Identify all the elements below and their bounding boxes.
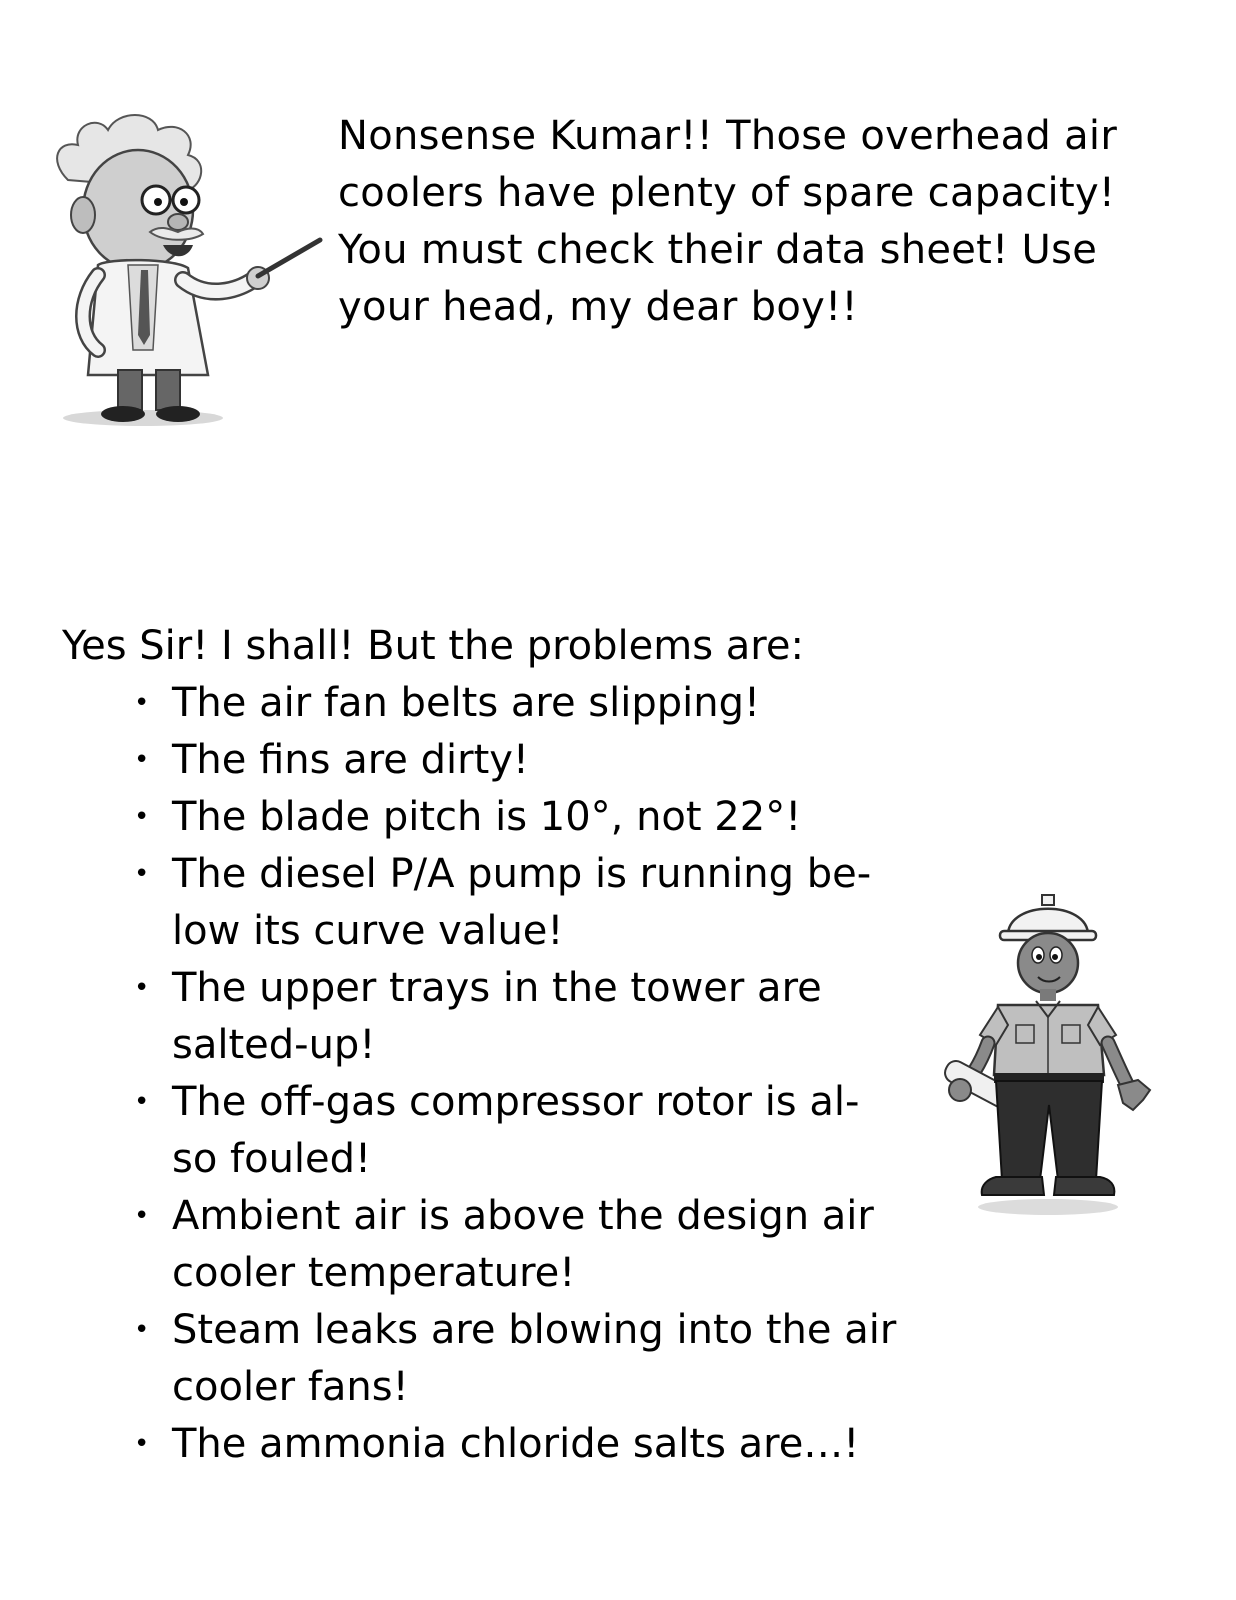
list-item <box>120 960 920 1074</box>
reply-intro: Yes Sir! I shall! But the problems are: <box>62 623 804 669</box>
bullet-icon: • <box>134 745 150 775</box>
problem-list <box>120 675 920 1473</box>
professor-illustration <box>38 100 328 430</box>
list-item <box>120 1302 920 1416</box>
list-item <box>120 789 920 846</box>
bullet-icon: • <box>134 1315 150 1345</box>
bullet-icon: • <box>134 859 150 889</box>
list-item-text: salted-up! <box>172 1022 376 1068</box>
list-item-text: The air fan belts are slipping! <box>172 680 761 726</box>
speech-line: You must check their data sheet! Use <box>338 227 1098 273</box>
list-item-text: The diesel P/A pump is running be- <box>172 851 872 897</box>
list-item-text: The blade pitch is 10°, not 22°! <box>172 794 802 840</box>
professor-speech <box>338 108 1138 336</box>
bullet-icon: • <box>134 1087 150 1117</box>
list-item <box>120 675 920 732</box>
bullet-icon: • <box>134 688 150 718</box>
speech-line: your head, my dear boy!! <box>338 284 858 330</box>
list-item-text: The upper trays in the tower are <box>172 965 822 1011</box>
list-item <box>120 846 920 960</box>
list-item <box>120 732 920 789</box>
bullet-icon: • <box>134 973 150 1003</box>
list-item <box>120 1416 920 1473</box>
list-item-text: low its curve value! <box>172 908 564 954</box>
list-item-text: cooler temperature! <box>172 1250 576 1296</box>
list-item-text: The fins are dirty! <box>172 737 529 783</box>
bullet-icon: • <box>134 1429 150 1459</box>
list-item <box>120 1074 920 1188</box>
list-item-text: so fouled! <box>172 1136 372 1182</box>
bullet-icon: • <box>134 802 150 832</box>
speech-line: Nonsense Kumar!! Those overhead air <box>338 113 1118 159</box>
bullet-icon: • <box>134 1201 150 1231</box>
list-item-text: The off-gas compressor rotor is al- <box>172 1079 860 1125</box>
speech-line: coolers have plenty of spare capacity! <box>338 170 1116 216</box>
list-item-text: Steam leaks are blowing into the air <box>172 1307 897 1353</box>
list-item <box>120 1188 920 1302</box>
list-item-text: cooler fans! <box>172 1364 409 1410</box>
engineer-illustration <box>938 885 1158 1220</box>
list-item-text: Ambient air is above the design air <box>172 1193 874 1239</box>
list-item-text: The ammonia chloride salts are…! <box>172 1421 860 1467</box>
